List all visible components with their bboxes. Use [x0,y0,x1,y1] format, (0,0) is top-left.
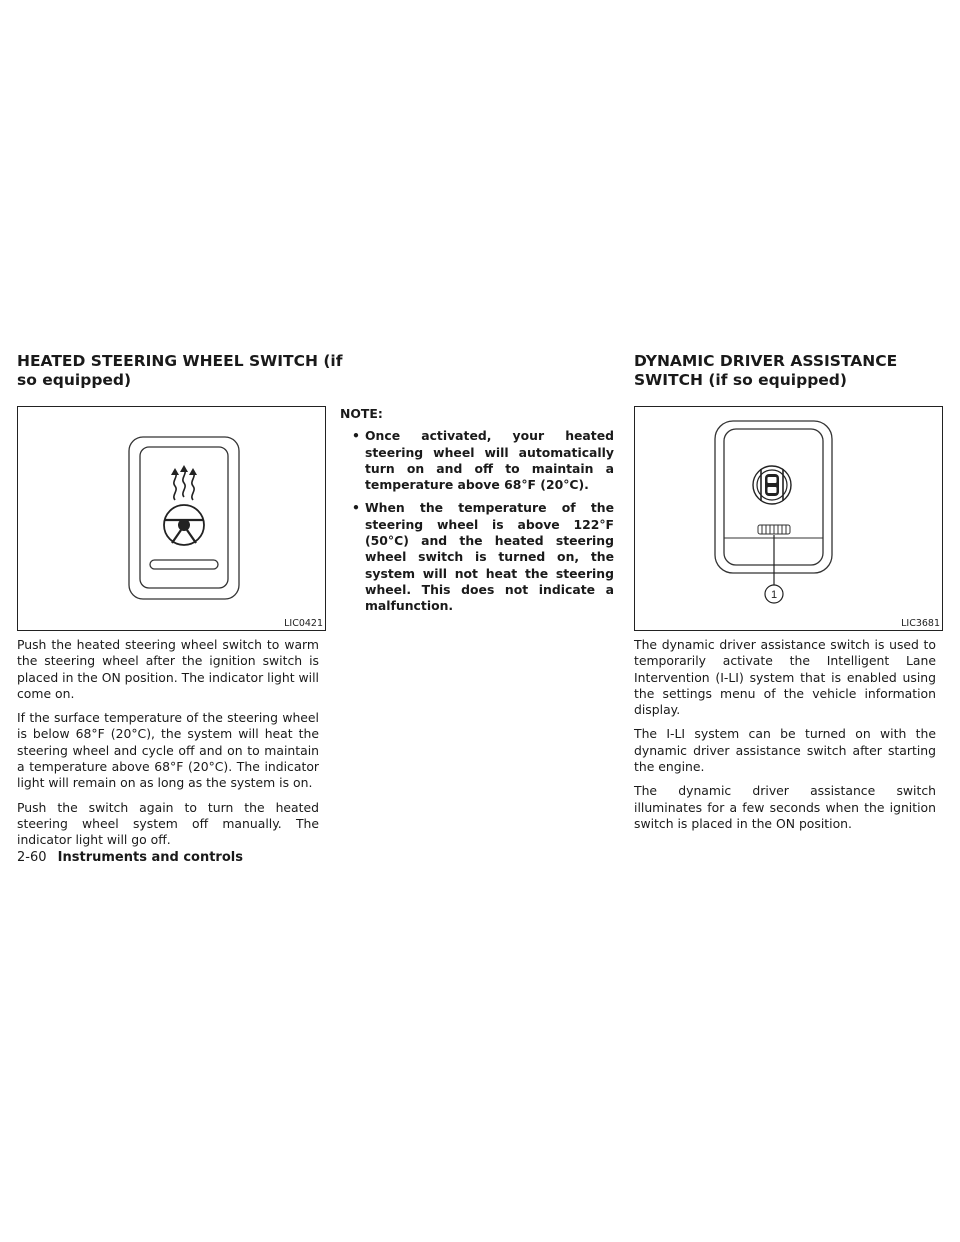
dynamic-driver-assistance-illustration [635,407,944,632]
heading-line: HEATED STEERING WHEEL SWITCH (if [17,352,343,370]
note-block [340,406,614,622]
callout-number: 1 [770,589,778,601]
note-item [340,500,614,614]
figure-code: LIC0421 [284,618,323,629]
note-item-text: When the temperature of the steering wheel is above 122°F (50°C) and the heated steering wheel switch is turned on, the system will not heat the steering wheel. This does not indicate a malfunction. [365,500,614,614]
heated-steering-switch-figure [17,406,326,631]
section-title: Instruments and controls [57,850,243,865]
paragraph: Push the heated steering wheel switch to warm the steering wheel after the ignition switch is placed in the ON position. The indicator light will come on. [17,637,319,701]
heated-steering-description [17,637,319,857]
figure-code: LIC3681 [901,618,940,629]
dynamic-driver-assistance-description [634,637,936,840]
note-list [340,428,614,614]
dynamic-driver-assistance-figure [634,406,943,631]
note-label: NOTE: [340,406,383,421]
paragraph: Push the switch again to turn the heated steering wheel system off manually. The indicator light will go off. [17,799,319,848]
paragraph: If the surface temperature of the steering wheel is below 68°F (20°C), the system will heat the steering wheel and cycle off and on to maintain a temperature above 68°F (20°C). The indicator light will remain on as long as the system is on. [17,710,319,791]
paragraph: The dynamic driver assistance switch is used to temporarily activate the Intelligent Lane Intervention (I-LI) system that is enabled using the settings menu of the vehicle information display. [634,637,936,718]
bullet-icon: • [352,500,360,516]
note-item-text: Once activated, your heated steering wheel will automatically turn on and off to maintain a temperature above 68°F (20°C). [365,428,614,493]
page-number: 2-60 [17,850,47,865]
heated-steering-switch-illustration [18,407,327,632]
bullet-icon: • [352,428,360,444]
indicator-light [150,560,218,569]
heading-line: so equipped) [17,371,132,389]
paragraph: The I-LI system can be turned on with the dynamic driver assistance switch after starting the engine. [634,726,936,775]
heading-line: DYNAMIC DRIVER ASSISTANCE [634,352,898,370]
heated-steering-heading [17,352,343,390]
dynamic-driver-assistance-heading [634,352,897,390]
page-footer [17,850,243,866]
heading-line: SWITCH (if so equipped) [634,371,847,389]
note-item [340,428,614,493]
steering-wheel-icon [164,505,204,545]
switch-grip [758,525,790,534]
heat-arrow-heads [171,465,197,475]
lane-assist-icon [753,466,791,504]
paragraph: The dynamic driver assistance switch illuminates for a few seconds when the ignition switch is placed in the ON position. [634,783,936,831]
